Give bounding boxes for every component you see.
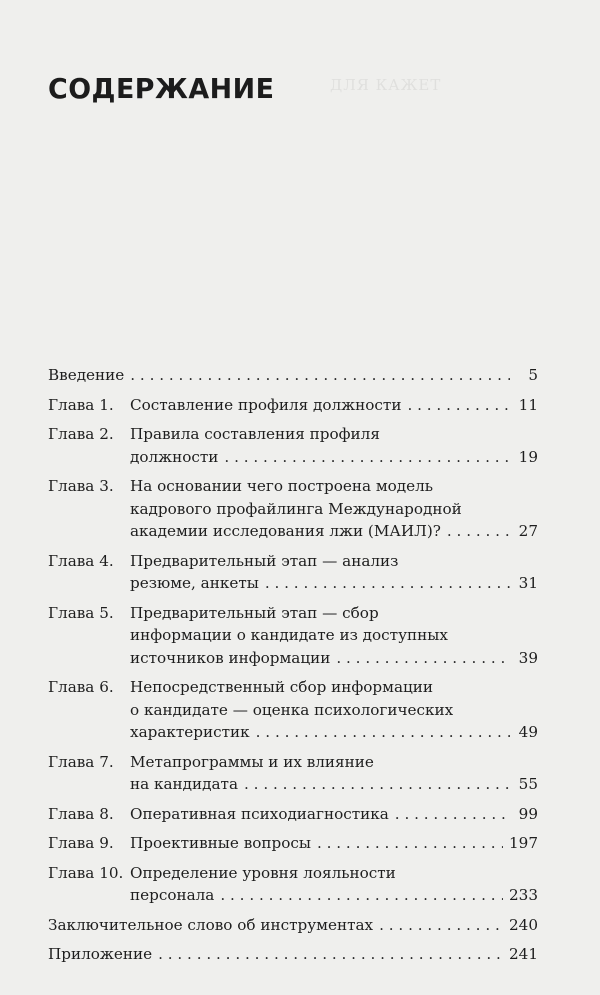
toc-entry-label: Введение <box>48 366 125 384</box>
dot-leader <box>379 914 503 937</box>
toc-entry <box>48 803 538 826</box>
toc-title-line: Непосредственный сбор информации <box>130 678 434 696</box>
toc-page-number: 197 <box>509 834 538 852</box>
dot-leader <box>336 647 510 670</box>
toc-title-line: Метапрограммы и их влияние <box>130 752 374 771</box>
toc-entry-label: Глава 2. <box>48 425 114 443</box>
toc-title-line: характеристик <box>130 723 250 741</box>
toc-title-line: Правила составления профиля <box>130 425 380 443</box>
dot-leader <box>265 572 510 595</box>
toc-page-number: 55 <box>518 775 538 793</box>
toc-title-line: Составление профиля должности <box>130 395 402 414</box>
toc-page-number: 241 <box>509 945 538 963</box>
toc-page-number: 31 <box>518 574 538 592</box>
toc-title-line: о кандидате — оценка психологических <box>130 700 454 719</box>
toc-entry-label: Глава 6. <box>48 678 114 696</box>
toc-entry <box>48 394 538 417</box>
toc-entry <box>48 364 538 387</box>
toc-entry <box>48 914 538 937</box>
toc-title-line: Определение уровня лояльности <box>130 863 396 882</box>
page-title: СОДЕРЖАНИЕ <box>48 72 275 105</box>
toc-title-line: должности <box>130 447 219 466</box>
toc-title-line: источников информации <box>130 648 331 667</box>
toc-entry <box>48 475 538 543</box>
toc-page-number: 39 <box>518 648 538 667</box>
dot-leader <box>224 446 510 469</box>
toc-title-line: Предварительный этап — сбор <box>130 603 379 622</box>
toc-page-number: 233 <box>509 886 538 904</box>
dot-leader <box>244 773 510 796</box>
toc-title-line: на кандидата <box>130 775 239 793</box>
toc-title-line: На основании чего построена модель <box>130 477 434 495</box>
toc-entry <box>48 943 538 966</box>
toc-title-line: персонала <box>130 886 215 904</box>
toc-page-number: 5 <box>528 366 538 384</box>
toc-entry-label: Глава 7. <box>48 752 114 771</box>
toc-page-number: 99 <box>518 804 538 823</box>
toc-entry-label: Глава 5. <box>48 603 114 622</box>
toc-entry <box>48 602 538 670</box>
toc-title-line: академии исследования лжи (МАИЛ)? <box>130 522 441 540</box>
dot-leader <box>220 884 503 907</box>
toc-page-number: 11 <box>518 395 538 414</box>
dot-leader <box>407 394 510 417</box>
toc-page-number: 240 <box>509 915 538 934</box>
bleed-through-text: ДЛЯ КАЖЕТ <box>330 76 442 94</box>
toc-entry <box>48 423 538 468</box>
toc-title-line: информации о кандидате из доступных <box>130 626 448 644</box>
dot-leader <box>317 832 503 855</box>
dot-leader <box>158 943 503 966</box>
toc-entry <box>48 832 538 855</box>
dot-leader <box>130 364 510 387</box>
dot-leader <box>395 803 510 826</box>
toc-title-line: Проективные вопросы <box>130 834 311 852</box>
toc-entry-label: Глава 4. <box>48 551 114 570</box>
toc-entry <box>48 550 538 595</box>
toc-entry-label: Глава 10. <box>48 863 124 882</box>
toc-entry-label: Глава 3. <box>48 477 114 495</box>
toc-page-number: 27 <box>518 522 538 540</box>
toc-title-line: Предварительный этап — анализ <box>130 551 399 570</box>
toc-entry <box>48 862 538 907</box>
table-of-contents <box>48 364 538 973</box>
dot-leader <box>447 520 510 543</box>
dot-leader <box>256 721 510 744</box>
toc-page-number: 49 <box>518 723 538 741</box>
toc-entry <box>48 751 538 796</box>
toc-entry <box>48 676 538 744</box>
toc-entry-label: Заключительное слово об инструментах <box>48 915 374 934</box>
toc-title-line: резюме, анкеты <box>130 574 259 592</box>
toc-entry-label: Глава 9. <box>48 834 114 852</box>
toc-entry-label: Глава 1. <box>48 395 114 414</box>
toc-title-line: кадрового профайлинга Международной <box>130 499 462 518</box>
toc-entry-label: Приложение <box>48 945 153 963</box>
toc-page-number: 19 <box>518 447 538 466</box>
toc-title-line: Оперативная психодиагностика <box>130 804 389 823</box>
toc-entry-label: Глава 8. <box>48 804 114 823</box>
